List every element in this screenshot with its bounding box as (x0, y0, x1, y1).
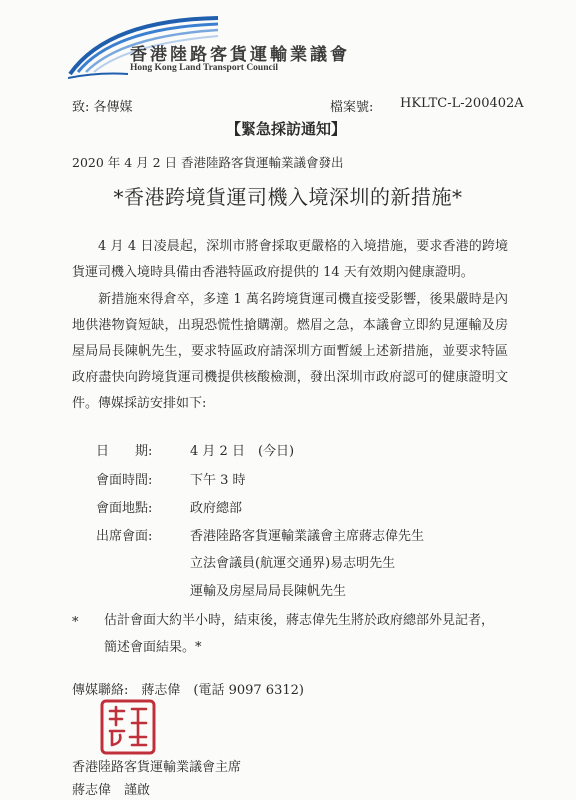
signature-title: 香港陸路客貨運輸業議會主席 (72, 760, 242, 775)
media-contact: 傳媒聯絡: 蔣志偉 (電話 9097 6312) (72, 683, 304, 698)
paragraph-2 (72, 287, 508, 417)
meeting-note: 估計會面大約半小時，結束後，蔣志偉先生將於政府總部外見記者，簡述會面結果。* (104, 613, 495, 655)
org-name-en: Hong Kong Land Transport Council (130, 63, 278, 73)
time-label: 會面時間: (96, 473, 153, 488)
file-number-label: 檔案號: (330, 100, 374, 115)
time-value: 下午 3 時 (190, 473, 246, 488)
chairman-seal (98, 697, 158, 757)
note-marker: * (72, 615, 79, 630)
attendee-3: 運輸及房屋局局長陳帆先生 (190, 584, 347, 599)
date-label: 日 期: (96, 444, 153, 459)
org-name-zh: 香港陸路客貨運輸業議會 (130, 45, 350, 65)
recipient-line: 致: 各傳媒 (72, 100, 133, 115)
attendee-1: 香港陸路客貨運輸業議會主席蔣志偉先生 (190, 529, 425, 544)
paragraph-2-text: 新措施來得倉卒，多達 1 萬名跨境貨運司機直接受影響，後果嚴時是內地供港物資短缺，出現恐慌性搶購潮。燃眉之急，本議會立即約見運輸及房屋局局長陳帆先生，要求特區政府請深圳方面暫緩上述新措施，並要求特區政府盡快向跨境貨運司機提供核酸檢測，發出深圳市政府認可的健康證明文件。傳媒採訪安排如下: (72, 292, 508, 411)
paragraph-1-text: 4 月 4 日凌晨起，深圳市將會採取更嚴格的入境措施，要求香港的跨境貨運司機入境時具備由香港特區政府提供的 14 天有效期內健康證明。 (72, 239, 508, 280)
issued-line: 2020 年 4 月 2 日 香港陸路客貨運輸業議會發出 (72, 155, 344, 170)
place-value: 政府總部 (190, 501, 243, 516)
paragraph-1 (72, 234, 508, 286)
press-headline: *香港跨境貨運司機入境深圳的新措施* (113, 185, 463, 209)
notice-title: 【緊急採訪通知】 (226, 120, 347, 138)
file-number: HKLTC-L-200402A (400, 96, 524, 111)
attendees-label: 出席會面: (96, 529, 153, 544)
place-label: 會面地點: (96, 501, 153, 516)
signature-name: 蔣志偉 謹啟 (72, 783, 151, 798)
date-value: 4 月 2 日 (今日) (190, 444, 295, 459)
attendee-2: 立法會議員(航運交通界)易志明先生 (190, 556, 396, 571)
